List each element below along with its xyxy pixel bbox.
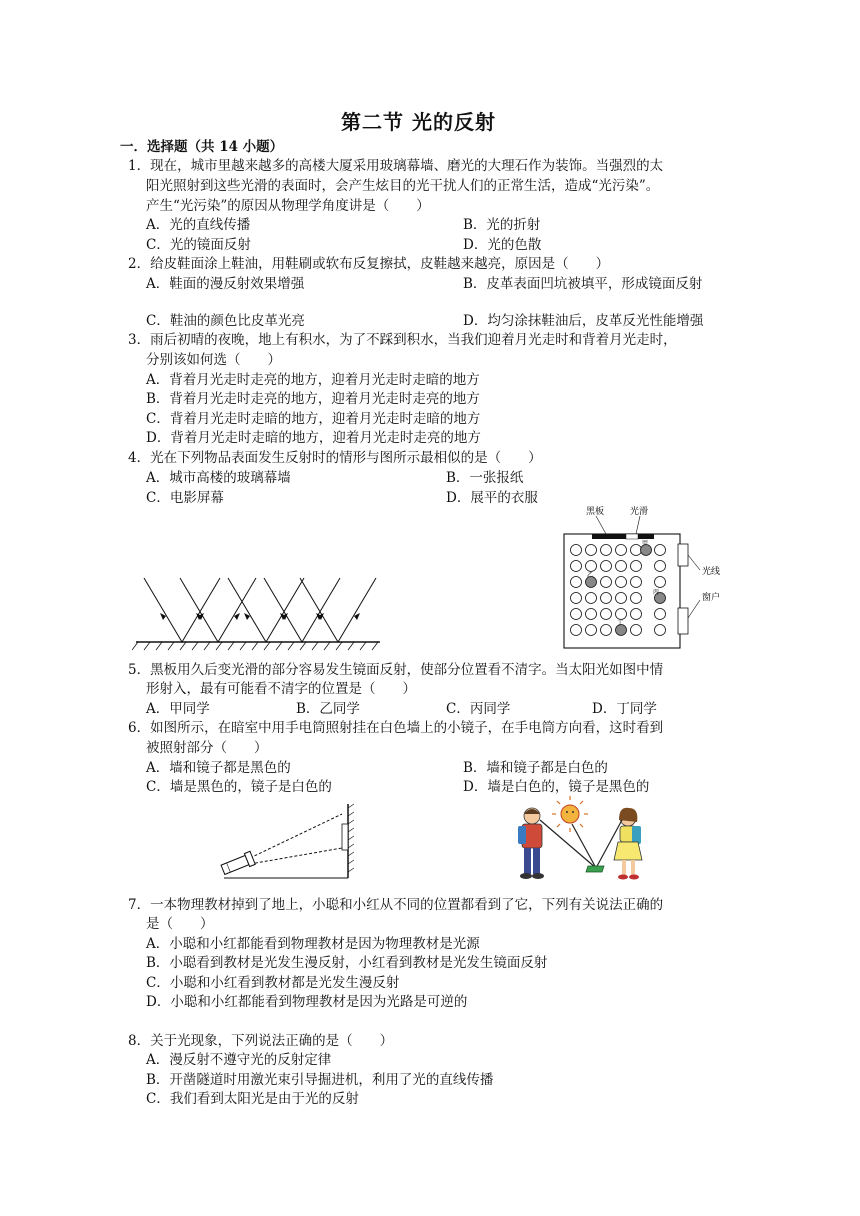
- q4-option-d[interactable]: D．展平的衣服: [446, 490, 538, 506]
- section-heading: 一．选择题（共 14 小题）: [120, 139, 284, 155]
- q3-option-d[interactable]: D．背着月光走时走暗的地方，迎着月光走时走亮的地方: [146, 430, 481, 446]
- q8-option-b[interactable]: B．开凿隧道时用激光束引导掘进机，利用了光的直线传播: [146, 1072, 494, 1088]
- q3-line1: 3．雨后初晴的夜晚，地上有积水，为了不踩到积水，当我们迎着月光走时和背着月光走时，: [128, 332, 677, 348]
- two-students-figure: [510, 796, 660, 886]
- q3-option-b[interactable]: B．背着月光走时走亮的地方，迎着月光走时走亮的地方: [146, 391, 480, 407]
- specular-reflection-figure: [132, 572, 384, 652]
- q8-line1: 8．关于光现象，下列说法正确的是（ ）: [128, 1033, 394, 1049]
- label-ding: 丁: [617, 620, 624, 627]
- q6-option-d[interactable]: D．墙是白色的，镜子是黑色的: [463, 779, 650, 795]
- q8-option-a[interactable]: A．漫反射不遵守光的反射定律: [146, 1052, 332, 1068]
- q7-option-d[interactable]: D．小聪和小红都能看到物理教材是因为光路是可逆的: [146, 994, 468, 1010]
- q5-option-a[interactable]: A．甲同学: [146, 701, 210, 717]
- q2-option-c[interactable]: C．鞋油的颜色比皮革光亮: [146, 313, 305, 329]
- q4-option-a[interactable]: A．城市高楼的玻璃幕墙: [146, 470, 291, 486]
- q4-option-c[interactable]: C．电影屏幕: [146, 490, 224, 506]
- q2-option-a[interactable]: A．鞋面的漫反射效果增强: [146, 276, 305, 292]
- girl-figure: [614, 808, 642, 880]
- q2-option-b[interactable]: B．皮革表面凹坑被填平，形成镜面反射: [463, 276, 703, 292]
- q5-line2: 形射入，最有可能看不清字的位置是（ ）: [146, 681, 416, 697]
- q4-option-b[interactable]: B．一张报纸: [446, 470, 524, 486]
- label-jia: 甲: [642, 540, 649, 547]
- q4-line1: 4．光在下列物品表面发生反射时的情形与图所示最相似的是（ ）: [128, 450, 542, 466]
- q5-option-c[interactable]: C．丙同学: [446, 701, 511, 717]
- label-bing: 丙: [653, 589, 660, 596]
- q1-option-a[interactable]: A．光的直线传播: [146, 217, 251, 233]
- page-title: 第二节 光的反射: [341, 110, 496, 134]
- textbook-icon: [586, 866, 604, 872]
- q8-option-c[interactable]: C．我们看到太阳光是由于光的反射: [146, 1091, 359, 1107]
- label-yi: 乙: [587, 572, 594, 579]
- q2-option-d[interactable]: D．均匀涂抹鞋油后，皮革反光性能增强: [463, 313, 704, 329]
- q6-line2: 被照射部分（ ）: [146, 740, 268, 756]
- q1-option-c[interactable]: C．光的镜面反射: [146, 237, 251, 253]
- q3-line2: 分别该如何选（ ）: [146, 352, 281, 368]
- label-smooth: 光滑: [630, 507, 649, 517]
- q1-line1: 1．现在，城市里越来越多的高楼大厦采用玻璃幕墙、磨光的大理石作为装饰。当强烈的太: [128, 158, 664, 174]
- q3-option-a[interactable]: A．背着月光走时走亮的地方，迎着月光走时走暗的地方: [146, 372, 480, 388]
- q1-option-d[interactable]: D．光的色散: [463, 237, 542, 253]
- q7-line1: 7．一本物理教材掉到了地上，小聪和小红从不同的位置都看到了它，下列有关说法正确的: [128, 897, 664, 913]
- q5-line1: 5．黑板用久后变光滑的部分容易发生镜面反射，使部分位置看不清字。当太阳光如图中情: [128, 662, 664, 678]
- q3-option-c[interactable]: C．背着月光走时走暗的地方，迎着月光走时走暗的地方: [146, 411, 481, 427]
- q6-line1: 6．如图所示，在暗室中用手电筒照射挂在白色墙上的小镜子，在手电筒方向看，这时看到: [128, 720, 664, 736]
- q7-line2: 是（ ）: [146, 916, 214, 932]
- sun-icon: [561, 805, 579, 823]
- q7-option-a[interactable]: A．小聪和小红都能看到物理教材是因为物理教材是光源: [146, 936, 480, 952]
- q1-line3: 产生“光污染”的原因从物理学角度讲是（ ）: [146, 198, 430, 214]
- q6-option-a[interactable]: A．墙和镜子都是黑色的: [146, 760, 291, 776]
- q5-option-d[interactable]: D．丁同学: [592, 701, 657, 717]
- q7-option-b[interactable]: B．小聪看到教材是光发生漫反射，小红看到教材是光发生镜面反射: [146, 955, 548, 971]
- q7-option-c[interactable]: C．小聪和小红看到教材都是光发生漫反射: [146, 975, 400, 991]
- q5-option-b[interactable]: B．乙同学: [296, 701, 360, 717]
- q1-line2: 阳光照射到这些光滑的表面时，会产生炫目的光干扰人们的正常生活，造成“光污染”。: [146, 178, 660, 194]
- flashlight-mirror-figure: [220, 800, 360, 882]
- boy-figure: [518, 808, 544, 879]
- label-light: 光线: [702, 567, 721, 577]
- classroom-figure: [556, 500, 732, 656]
- q6-option-b[interactable]: B．墙和镜子都是白色的: [463, 760, 608, 776]
- q2-line1: 2．给皮鞋面涂上鞋油，用鞋刷或软布反复擦拭，皮鞋越来越亮，原因是（ ）: [128, 256, 610, 272]
- q1-option-b[interactable]: B．光的折射: [463, 217, 541, 233]
- q6-option-c[interactable]: C．墙是黑色的，镜子是白色的: [146, 779, 332, 795]
- label-blackboard: 黑板: [586, 507, 605, 517]
- label-window: 窗户: [702, 593, 721, 603]
